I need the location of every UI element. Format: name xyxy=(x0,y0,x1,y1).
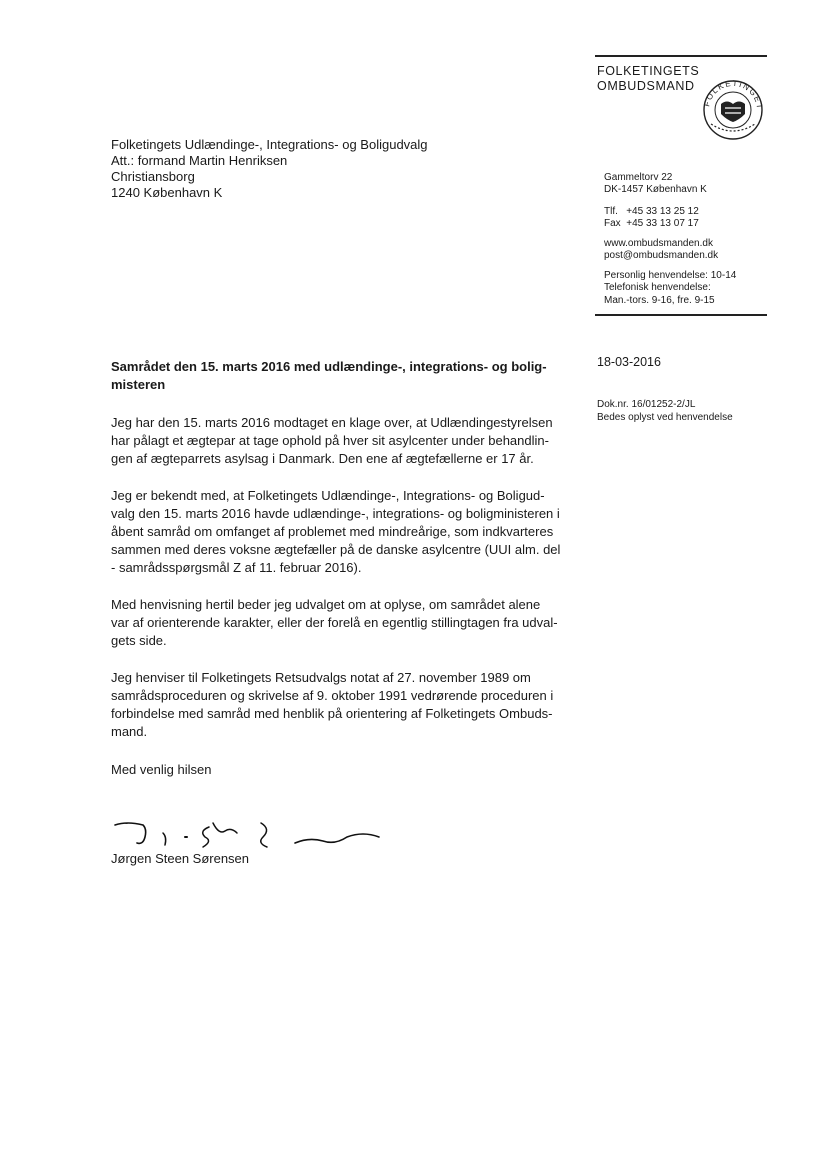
sender-phone-block xyxy=(604,206,699,231)
recipient-line: Folketingets Udlændinge-, Integrations- og Boligudvalg xyxy=(111,137,428,152)
recipient-line: Christiansborg xyxy=(111,169,195,184)
sender-street: Gammeltorv 22 xyxy=(604,172,673,183)
letter-subject xyxy=(111,358,571,394)
phone-hours-label: Telefonisk henvendelse: xyxy=(604,282,711,294)
body-line: Jeg har den 15. marts 2016 modtaget en klage over, at Udlændingestyrelsen xyxy=(111,415,553,430)
svg-text:FOLKETINGET: FOLKETINGET xyxy=(702,78,765,111)
signer-name: Jørgen Steen Sørensen xyxy=(111,851,250,866)
subject-line: misteren xyxy=(111,377,166,392)
body-line: har pålagt et ægtepar at tage ophold på hver sit asylcenter under behandlin- xyxy=(111,433,549,448)
organization-name xyxy=(597,64,699,94)
folketinget-seal-logo xyxy=(697,76,769,140)
sender-email-link[interactable]: post@ombudsmanden.dk xyxy=(604,250,719,262)
document-reference xyxy=(597,398,733,424)
sender-address xyxy=(604,172,707,197)
body-line: Jeg er bekendt med, at Folketingets Udlændinge-, Integrations- og Boligud- xyxy=(111,488,545,503)
body-paragraph-4 xyxy=(111,669,571,741)
handwritten-signature xyxy=(113,815,393,855)
recipient-line: Att.: formand Martin Henriksen xyxy=(111,153,288,168)
body-line: åbent samråd om omfanget af problemet med mindreårige, som indkvarteres xyxy=(111,524,554,539)
body-paragraph-1 xyxy=(111,414,571,468)
body-line: mand. xyxy=(111,724,148,739)
body-paragraph-3 xyxy=(111,596,571,650)
body-line: sammen med deres voksne ægtefæller på de danske asylcentre (UUI alm. del xyxy=(111,542,561,557)
body-line: Jeg henviser til Folketingets Retsudvalgs notat af 27. november 1989 om xyxy=(111,670,531,685)
body-line: gets side. xyxy=(111,633,167,648)
organization-name-line2: OMBUDSMAND xyxy=(597,79,695,93)
recipient-address xyxy=(111,137,428,201)
body-line: Med henvisning hertil beder jeg udvalget om at oplyse, om samrådet alene xyxy=(111,597,541,612)
letterhead-bottom-rule xyxy=(595,314,767,316)
sender-city: DK-1457 København K xyxy=(604,184,707,196)
body-line: samrådsproceduren og skrivelse af 9. oktober 1991 vedrørende proceduren i xyxy=(111,688,554,703)
body-line: - samrådsspørgsmål Z af 11. februar 2016). xyxy=(111,560,362,575)
sender-hours-block xyxy=(604,270,736,307)
sender-website-link[interactable]: www.ombudsmanden.dk xyxy=(604,238,713,249)
letter-date: 18-03-2016 xyxy=(597,355,661,369)
personal-hours: Personlig henvendelse: 10-14 xyxy=(604,270,737,281)
body-paragraph-2 xyxy=(111,487,571,577)
sender-phone: Tlf. +45 33 13 25 12 xyxy=(604,206,699,217)
sender-fax: Fax +45 33 13 07 17 xyxy=(604,218,699,230)
document-number: Dok.nr. 16/01252-2/JL xyxy=(597,399,696,410)
recipient-line: 1240 København K xyxy=(111,185,223,200)
sender-web-block xyxy=(604,238,718,263)
closing-greeting: Med venlig hilsen xyxy=(111,762,212,777)
body-line: valg den 15. marts 2016 havde udlændinge-, integrations- og boligministeren i xyxy=(111,506,560,521)
subject-line: Samrådet den 15. marts 2016 med udlændinge-, integrations- og bolig- xyxy=(111,359,547,374)
letterhead-top-rule xyxy=(595,55,767,57)
body-line: gen af ægteparrets asylsag i Danmark. Den ene af ægtefællerne er 17 år. xyxy=(111,451,534,466)
document-note: Bedes oplyst ved henvendelse xyxy=(597,412,733,423)
body-line: forbindelse med samråd med henblik på orientering af Folketingets Ombuds- xyxy=(111,706,553,721)
body-line: var af orienterende karakter, eller der forelå en egentlig stillingtagen fra udval- xyxy=(111,615,558,630)
organization-name-line1: FOLKETINGETS xyxy=(597,64,700,78)
phone-hours: Man.-tors. 9-16, fre. 9-15 xyxy=(604,294,715,306)
